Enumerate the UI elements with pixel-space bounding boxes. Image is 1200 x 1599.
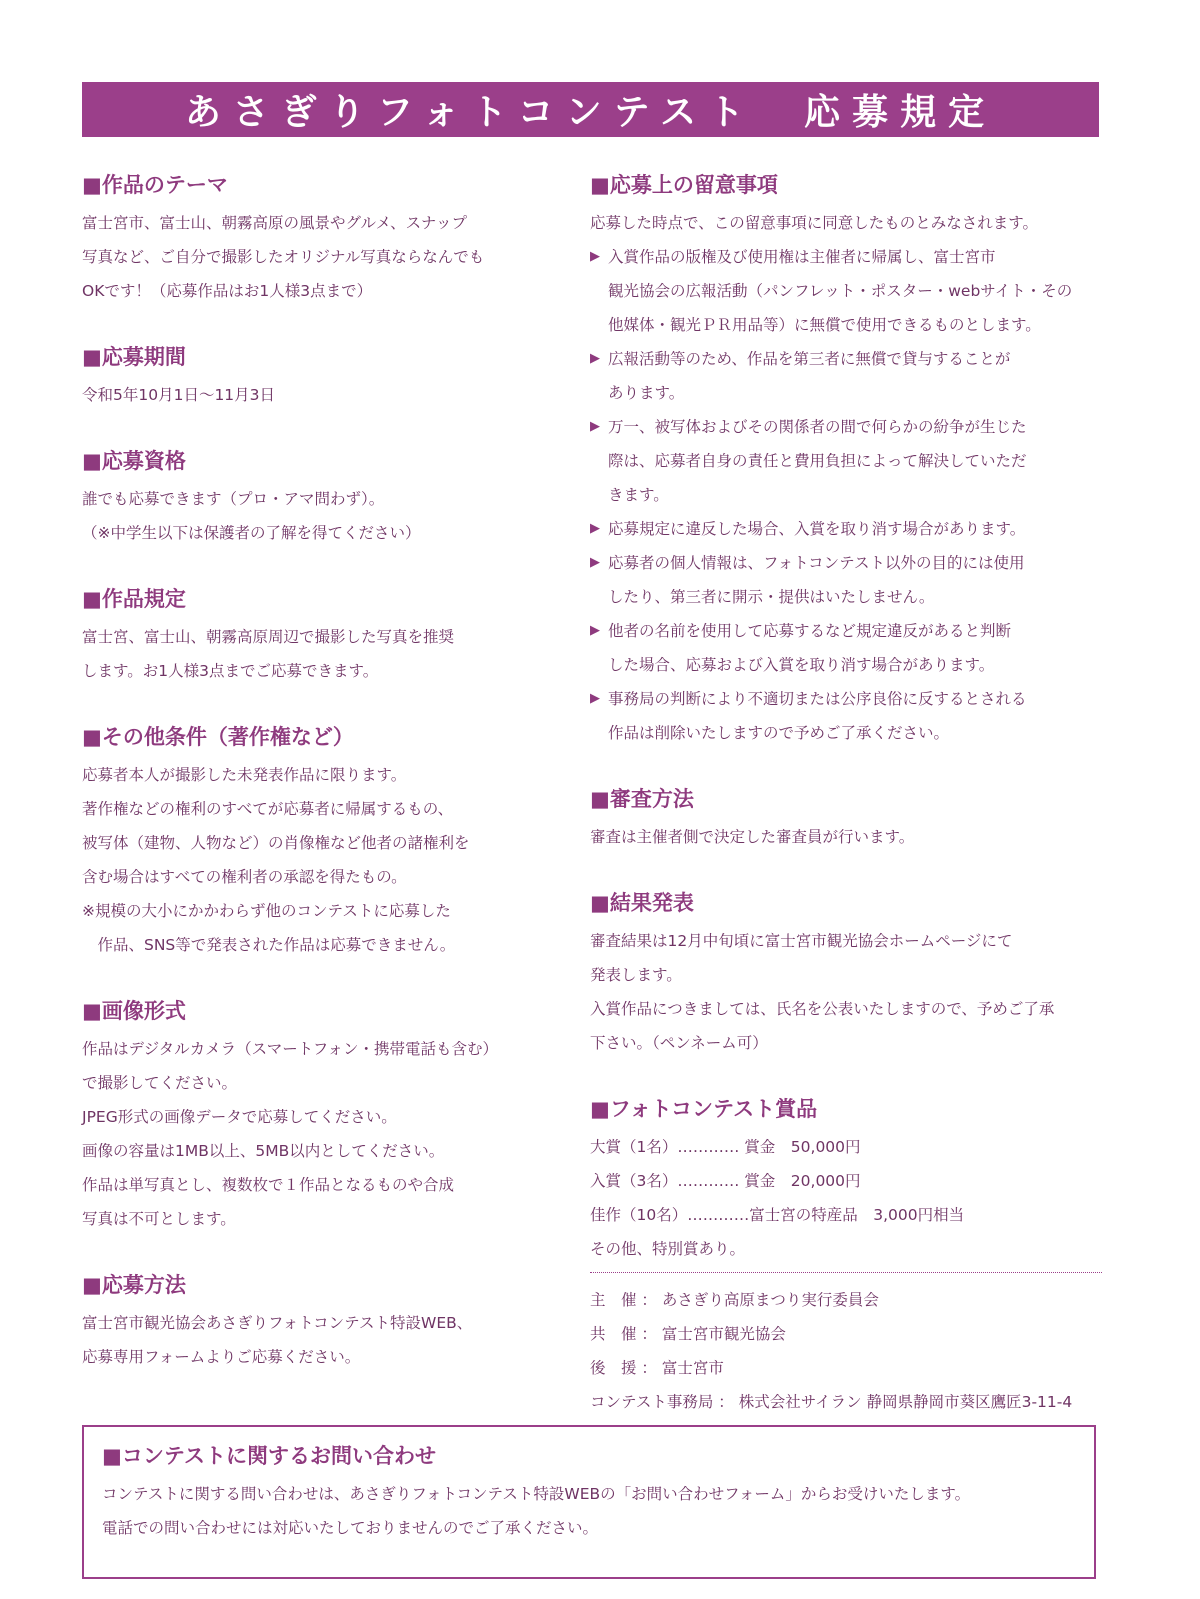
section-line: 写真は不可とします。 <box>82 1210 236 1228</box>
section-title: ■応募方法 <box>82 1273 186 1297</box>
section-line: で撮影してください。 <box>82 1074 238 1092</box>
section-line: ※規模の大小にかかわらず他のコンテストに応募した <box>82 902 451 920</box>
bullet-line: 際は、応募者自身の責任と費用負担によって解決していただ <box>608 452 1027 470</box>
bullet-line: 他者の名前を使用して応募するなど規定違反があると判断 <box>608 622 1012 640</box>
bullet-line: 応募者の個人情報は、フォトコンテスト以外の目的には使用 <box>608 554 1025 572</box>
section-theme <box>82 170 552 308</box>
divider <box>590 1272 1102 1273</box>
section-line: 審査は主催者側で決定した審査員が行います。 <box>590 828 915 846</box>
organizer-row: 共 催 ： 富士宮市観光協会 <box>590 1325 786 1343</box>
section-title: ■応募資格 <box>82 449 186 473</box>
section-line: 誰でも応募できます（プロ・アマ問わず）。 <box>82 490 385 508</box>
section-title: ■その他条件（著作権など） <box>82 725 354 749</box>
section-title: ■結果発表 <box>590 891 694 915</box>
section-prizes <box>590 1094 1102 1266</box>
bullet-line: 応募規定に違反した場合、入賞を取り消す場合があります。 <box>608 520 1026 538</box>
bullet-line: 作品は削除いたしますので予めご了承ください。 <box>608 724 950 742</box>
section-period <box>82 342 552 412</box>
organizer-row: コンテスト事務局 ： 株式会社サイラン 静岡県静岡市葵区鷹匠3-11-4 <box>590 1393 1073 1411</box>
triangle-right-icon: ▶ <box>590 419 600 434</box>
section-line: 令和5年10月1日〜11月3日 <box>82 386 276 404</box>
notes-bullet <box>590 614 1102 682</box>
section-line: 入賞作品につきましては、氏名を公表いたしますので、予めご了承 <box>590 1000 1055 1018</box>
triangle-right-icon: ▶ <box>590 623 600 638</box>
right-column <box>590 170 1102 1419</box>
triangle-right-icon: ▶ <box>590 555 600 570</box>
section-line: 著作権などの権利のすべてが応募者に帰属するもの、 <box>82 800 454 818</box>
prize-row: 入賞（3名）………… 賞金 20,000円 <box>590 1172 861 1190</box>
organizer-row: 後 援 ： 富士宮市 <box>590 1359 724 1377</box>
section-results <box>590 888 1102 1060</box>
triangle-right-icon: ▶ <box>590 521 600 536</box>
prize-row: 大賞（1名）………… 賞金 50,000円 <box>590 1138 861 1156</box>
bullet-line: 観光協会の広報活動（パンフレット・ポスター・webサイト・その <box>608 282 1073 300</box>
bullet-line: 他媒体・観光ＰＲ用品等）に無償で使用できるものとします。 <box>608 316 1041 334</box>
notes-bullet <box>590 342 1102 410</box>
section-title: ■画像形式 <box>82 999 186 1023</box>
prize-row: 佳作（10名）…………富士宮の特産品 3,000円相当 <box>590 1206 965 1224</box>
section-rules <box>82 584 552 688</box>
section-line: 下さい。（ペンネーム可） <box>590 1034 768 1052</box>
notes-bullet <box>590 546 1102 614</box>
section-line: します。お1人様3点までご応募できます。 <box>82 662 379 680</box>
section-line: 作品は単写真とし、複数枚で１作品となるものや合成 <box>82 1176 455 1194</box>
organizer-row: 主 催 ： あさぎり高原まつり実行委員会 <box>590 1291 879 1309</box>
section-line: 富士宮、富士山、朝霧高原周辺で撮影した写真を推奨 <box>82 628 455 646</box>
section-title: ■応募上の留意事項 <box>590 173 778 197</box>
bullet-line: きます。 <box>608 486 669 504</box>
section-line: 画像の容量は1MB以上、5MB以内としてください。 <box>82 1142 445 1160</box>
section-notes <box>590 170 1102 750</box>
bullet-line: あります。 <box>608 384 685 402</box>
triangle-right-icon: ▶ <box>590 351 600 366</box>
notes-bullet <box>590 512 1102 546</box>
left-column <box>82 170 552 1408</box>
section-line: 応募者本人が撮影した未発表作品に限ります。 <box>82 766 407 784</box>
section-title: ■応募期間 <box>82 345 186 369</box>
section-other-conditions <box>82 722 552 962</box>
contact-line: 電話での問い合わせには対応いたしておりませんのでご了承ください。 <box>102 1519 599 1537</box>
page-title: あさぎりフォトコンテスト 応募規定 <box>82 82 1099 137</box>
section-line: 審査結果は12月中旬頃に富士宮市観光協会ホームページにて <box>590 932 1013 950</box>
prize-row: その他、特別賞あり。 <box>590 1240 746 1258</box>
section-line: 発表します。 <box>590 966 682 984</box>
bullet-line: 広報活動等のため、作品を第三者に無償で貸与することが <box>608 350 1011 368</box>
section-eligibility <box>82 446 552 550</box>
bullet-line: 入賞作品の版権及び使用権は主催者に帰属し、富士宮市 <box>608 248 996 266</box>
section-title: ■審査方法 <box>590 787 694 811</box>
section-line: （※中学生以下は保護者の了解を得てください） <box>82 524 421 542</box>
triangle-right-icon: ▶ <box>590 249 600 264</box>
notes-bullet <box>590 410 1102 512</box>
section-line: OKです！（応募作品はお1人様3点まで） <box>82 282 373 300</box>
section-title: ■フォトコンテスト賞品 <box>590 1097 818 1121</box>
section-how-to-apply <box>82 1270 552 1374</box>
bullet-line: 事務局の判断により不適切または公序良俗に反するとされる <box>608 690 1027 708</box>
section-title: ■作品のテーマ <box>82 173 228 197</box>
bullet-line: 万一、被写体およびその関係者の間で何らかの紛争が生じた <box>608 418 1027 436</box>
bullet-line: したり、第三者に開示・提供はいたしません。 <box>608 588 935 606</box>
section-line: 富士宮市観光協会あさぎりフォトコンテスト特設WEB、 <box>82 1314 473 1332</box>
triangle-right-icon: ▶ <box>590 691 600 706</box>
section-line: 写真など、ご自分で撮影したオリジナル写真ならなんでも <box>82 248 485 266</box>
section-line: 作品、SNS等で発表された作品は応募できません。 <box>82 936 456 954</box>
contact-box <box>82 1425 1096 1579</box>
section-line: 被写体（建物、人物など）の肖像権など他者の諸権利を <box>82 834 470 852</box>
section-line: 含む場合はすべての権利者の承認を得たもの。 <box>82 868 407 886</box>
section-line: 富士宮市、富士山、朝霧高原の風景やグルメ、スナップ <box>82 214 468 232</box>
section-line: JPEG形式の画像データで応募してください。 <box>82 1108 397 1126</box>
contact-line: コンテストに関する問い合わせは、あさぎりフォトコンテスト特設WEBの「お問い合わせフォーム」からお受けいたします。 <box>102 1485 971 1503</box>
section-title: ■コンテストに関するお問い合わせ <box>102 1444 436 1468</box>
organizers <box>590 1283 1102 1419</box>
section-review <box>590 784 1102 854</box>
notes-bullet <box>590 240 1102 342</box>
section-image-format <box>82 996 552 1236</box>
section-line: 作品はデジタルカメラ（スマートフォン・携帯電話も含む） <box>82 1040 499 1058</box>
notes-bullet <box>590 682 1102 750</box>
section-line: 応募専用フォームよりご応募ください。 <box>82 1348 361 1366</box>
bullet-line: した場合、応募および入賞を取り消す場合があります。 <box>608 656 995 674</box>
notes-intro: 応募した時点で、この留意事項に同意したものとみなされます。 <box>590 214 1038 232</box>
section-title: ■作品規定 <box>82 587 186 611</box>
